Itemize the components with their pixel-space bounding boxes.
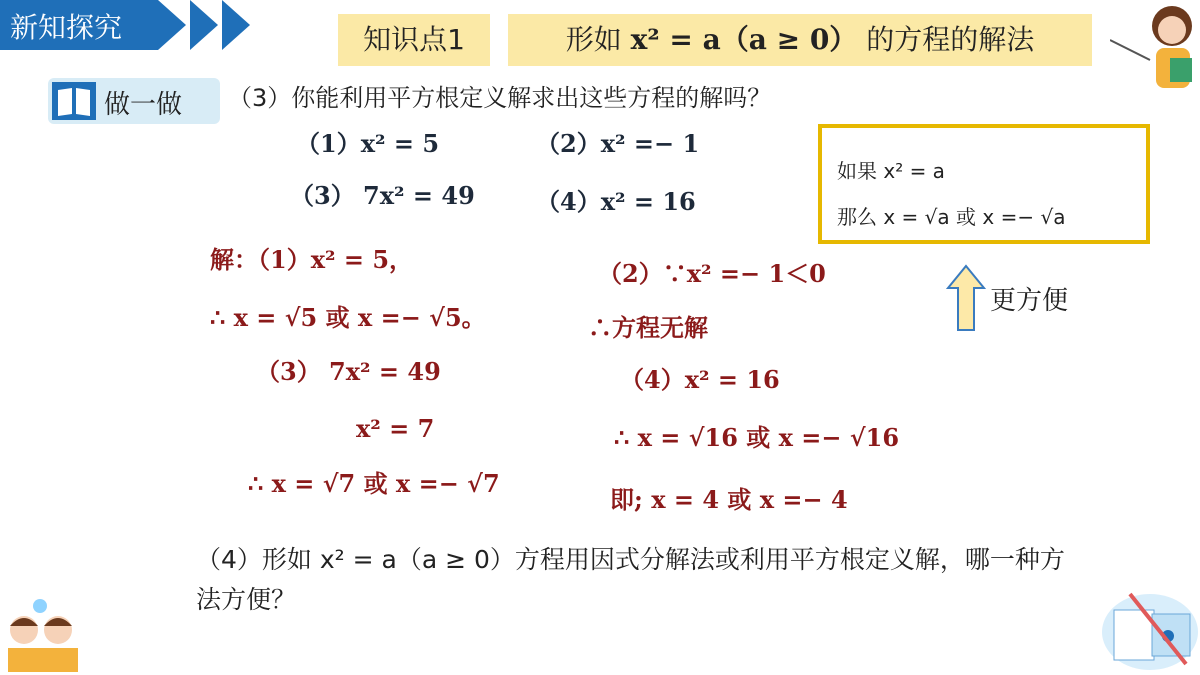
tip-box [818, 124, 1150, 244]
solution-3-line3: ∴ x = √7 或 x =− √7 [248, 469, 500, 498]
question-3-prompt: （3）你能利用平方根定义解求出这些方程的解吗？ [228, 84, 772, 112]
solution-4-line2: ∴ x = √16 或 x =− √16 [614, 423, 900, 452]
question-4: （4）形如 x² = a（a ≥ 0）方程用因式分解法或利用平方根定义解，哪一种方法方便？ [196, 545, 1065, 614]
question-item: （3） 7x² = 49 [290, 181, 475, 210]
topic-suffix: 的方程的解法 [866, 23, 1035, 56]
question-item: （2）x² =− 1 [536, 129, 700, 158]
question-item: （4）x² = 16 [536, 187, 696, 216]
hint-label: 更方便 [990, 286, 1069, 316]
knowledge-point-label: 知识点1 [338, 14, 490, 66]
solution-1-line1: 解：（1）x² = 5， [210, 245, 414, 274]
topic-formula: x² = a（a ≥ 0） [630, 23, 858, 56]
activity-badge [48, 78, 220, 124]
kids-reading-illustration [0, 596, 90, 675]
solution-4-line3: 即; x = 4 或 x =− 4 [610, 485, 848, 514]
solution-3-line2: x² = 7 [356, 414, 435, 443]
solution-2-line1: （2）∵x² =− 1＜0 [598, 259, 826, 288]
solution-1-line2: ∴ x = √5 或 x =− √5。 [210, 303, 486, 332]
chevron-icon [222, 0, 250, 50]
math-tools-illustration [1096, 584, 1200, 675]
section-title: 新知探究 [10, 11, 123, 44]
tip-line: 那么 x = √a 或 x =− √a [837, 205, 1066, 229]
up-arrow-icon [946, 264, 986, 332]
topic-title [508, 14, 1092, 66]
solution-2-line2: ∴方程无解 [588, 313, 708, 342]
question-item: （1）x² = 5 [296, 129, 440, 158]
chevron-icon [158, 0, 186, 50]
teacher-illustration [1110, 0, 1200, 95]
book-icon [52, 82, 96, 120]
tip-line: 如果 x² = a [837, 159, 945, 183]
solution-4-line1: （4）x² = 16 [620, 365, 780, 394]
topic-prefix: 形如 [565, 23, 622, 56]
chevron-icon [190, 0, 218, 50]
activity-label: 做一做 [104, 90, 183, 120]
solution-3-line1: （3） 7x² = 49 [256, 357, 441, 386]
section-banner [0, 0, 158, 50]
